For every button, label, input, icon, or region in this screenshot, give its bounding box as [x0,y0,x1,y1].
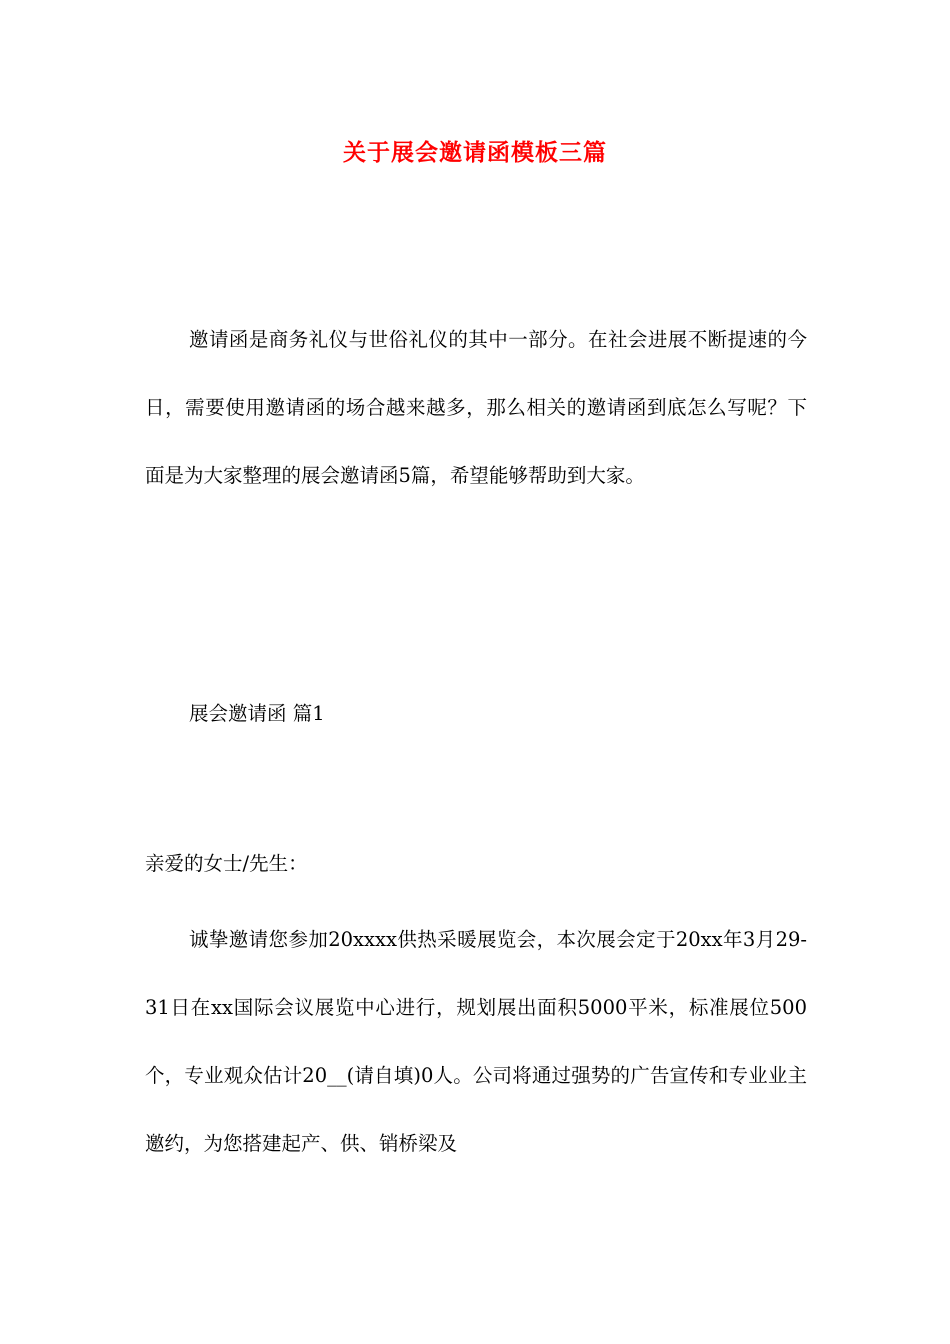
intro-paragraph: 邀请函是商务礼仪与世俗礼仪的其中一部分。在社会进展不断提速的今日，需要使用邀请函的场合越来越多，那么相关的邀请函到底怎么写呢？下面是为大家整理的展会邀请函5篇，希望能够帮助到大家。 [145,328,807,487]
greeting-line: 亲爱的女士/先生： [145,852,308,875]
section-heading: 展会邀请函 篇1 [189,702,325,725]
invitation-body-paragraph: 诚挚邀请您参加20xxxx供热采暖展览会，本次展会定于20xx年3月29-31日在xx国际会议展览中心进行，规划展出面积5000平米，标准展位500个，专业观众估计20__(请自填)0人。公司将通过强势的广告宣传和专业业主邀约，为您搭建起产、供、销桥梁及 [145,928,807,1155]
document-title: 关于展会邀请函模板三篇 [343,139,607,166]
